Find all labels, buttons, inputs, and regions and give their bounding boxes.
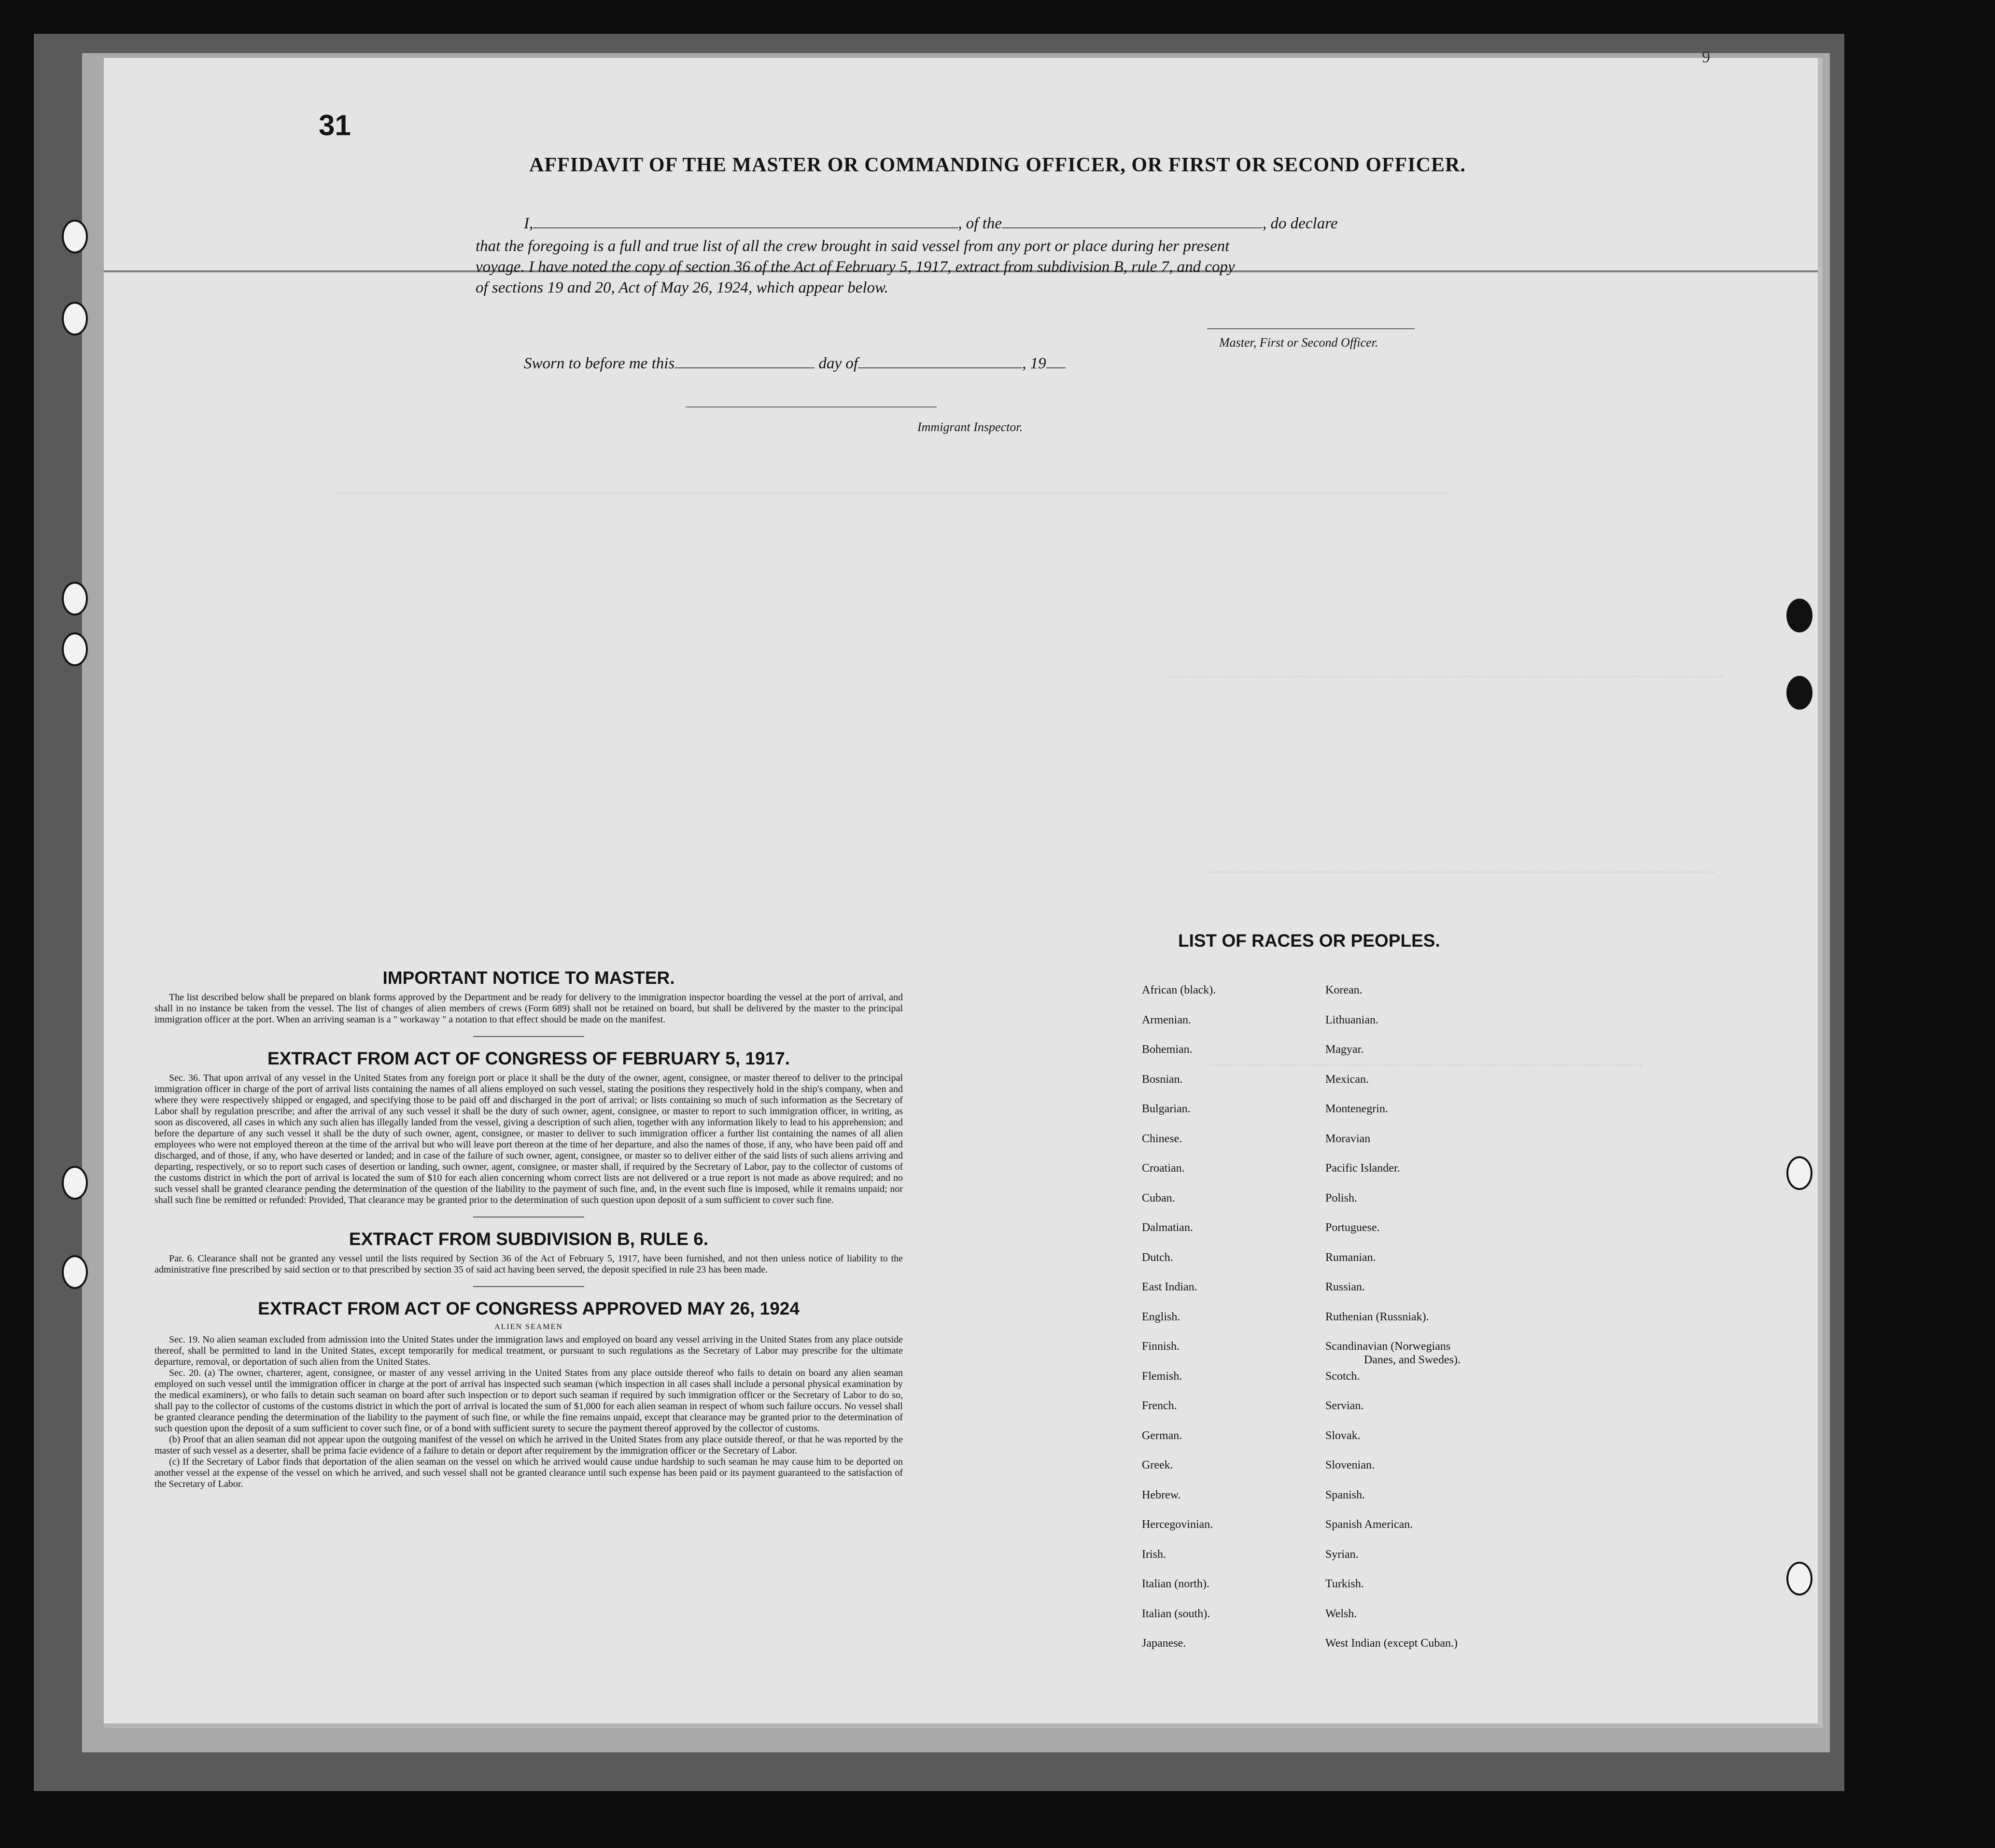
section-divider	[473, 1217, 584, 1218]
race-item: Spanish American.	[1325, 1518, 1413, 1531]
race-item: Scotch.	[1325, 1370, 1360, 1383]
race-item: Irish.	[1142, 1548, 1166, 1561]
race-item: Flemish.	[1142, 1370, 1182, 1383]
race-item: Slovenian.	[1325, 1459, 1375, 1471]
affidavit-line-2: that the foregoing is a full and true list of all the crew brought in said vessel from any port or place during her present	[476, 238, 1230, 255]
race-item: Ruthenian (Russniak).	[1325, 1311, 1429, 1323]
notice-text	[155, 992, 903, 1025]
sworn-day-field[interactable]	[674, 367, 815, 368]
binder-hole-left	[62, 632, 88, 666]
race-item: Mexican.	[1325, 1073, 1369, 1086]
races-list-title: LIST OF RACES OR PEOPLES.	[1178, 931, 1440, 951]
race-item: Scandinavian (Norwegians	[1325, 1340, 1451, 1353]
race-item: Chinese.	[1142, 1133, 1182, 1145]
extract-rule6-paragraph: Par. 6. Clearance shall not be granted any vessel until the lists required by Section 36 of the Act of February 5, 1917, have been furnished, and not then unless notice of liability to the administrative fine prescribed by said section or to that prescribed by section 35 of said act having been served, the deposit specified in rule 23 has been made.	[155, 1253, 903, 1275]
sworn-year-field[interactable]	[1046, 367, 1066, 368]
vessel-name-field[interactable]	[1002, 227, 1263, 228]
race-item: Lithuanian.	[1325, 1014, 1378, 1026]
do-declare-label: , do declare	[1262, 215, 1338, 232]
notice-paragraph: The list described below shall be prepared on blank forms approved by the Department and be ready for delivery to the immigration inspector boarding the vessel at the port of arrival, and shall in no instance be taken from the vessel. The list of changes of alien members of crews (Form 689) shall not be retained on board, but shall be delivered by the master to the principal immigration officer at the port. When an arriving seaman is a " workaway " a notation to that effect should be made on the manifest.	[155, 992, 903, 1025]
affidavit-title: AFFIDAVIT OF THE MASTER OR COMMANDING OFFICER, OR FIRST OR SECOND OFFICER.	[529, 154, 1466, 176]
affidavit-line-1	[524, 215, 1337, 233]
day-of-label: day of	[818, 355, 858, 372]
section-20c-paragraph: (c) If the Secretary of Labor finds that deportation of the alien seaman on the vessel on which he arrived would cause undue hardship to such seaman he may cause him to be deported on another vessel at the expense of the vessel on which he arrived, and such vessel shall not be granted clearance until such expense has been paid or its payment guaranteed to the satisfaction of the Secretary of Labor.	[155, 1456, 903, 1489]
race-item: Cuban.	[1142, 1192, 1175, 1204]
race-item: Pacific Islander.	[1325, 1162, 1400, 1175]
of-the-label: , of the	[958, 215, 1002, 232]
race-item: French.	[1142, 1400, 1177, 1412]
race-item: Rumanian.	[1325, 1251, 1376, 1264]
race-item: Russian.	[1325, 1281, 1365, 1293]
race-item: Korean.	[1325, 984, 1363, 996]
race-item: East Indian.	[1142, 1281, 1197, 1293]
race-item: Hercegovinian.	[1142, 1518, 1213, 1531]
master-signature-line[interactable]	[1207, 327, 1415, 329]
race-item: Dalmatian.	[1142, 1221, 1193, 1234]
inspector-caption: Immigrant Inspector.	[917, 420, 1023, 434]
race-item: Italian (south).	[1142, 1608, 1210, 1620]
bleed-through-handwriting	[338, 492, 1448, 511]
sworn-line	[524, 355, 1066, 373]
declarant-prefix: I,	[524, 215, 534, 232]
race-item: Bosnian.	[1142, 1073, 1183, 1086]
section-20a-paragraph: Sec. 20. (a) The owner, charterer, agent, consignee, or master of any vessel arriving in the United States from any place outside thereof who fails to detain on board any alien seaman employed on such vessel until the immigration officer in charge at the port of arrival has inspected such seaman (which inspection in all cases shall include a personal physical examination by the medical examiners), or who fails to detain such seaman on board after such inspection or to deport such seaman if required by such immigration officer or the Secretary of Labor to do so, shall pay to the collector of customs of the customs district in which the port of arrival is located the sum of $1,000 for each alien seaman in respect of whom such failure occurs. No vessel shall be granted clearance pending the determination of the liability to the payment of such fine, or while the fine remains unpaid, except that clearance may be granted prior to the determination of such question upon the deposit of a sum sufficient to cover such fine, or of a bond with sufficient surety to secure the payment thereof approved by the collector of customs.	[155, 1368, 903, 1434]
extract-rule6-title: EXTRACT FROM SUBDIVISION B, RULE 6.	[349, 1229, 709, 1249]
sworn-label: Sworn to before me this	[524, 355, 675, 372]
race-item: West Indian (except Cuban.)	[1325, 1637, 1458, 1650]
race-item: Japanese.	[1142, 1637, 1186, 1650]
binder-hole-left	[62, 582, 88, 616]
binder-hole-left	[62, 220, 88, 253]
race-item: Finnish.	[1142, 1340, 1180, 1353]
section-19-paragraph: Sec. 19. No alien seaman excluded from admission into the United States under the immigration laws and employed on board any vessel arriving in the United States from any place outside thereof, shall be permitted to land in the United States, except temporarily for medical treatment, or pursuant to such regulations as the Secretary of Labor may prescribe for the ultimate departure, removal, or deportation of such alien from the United States.	[155, 1334, 903, 1367]
extract-1924-subtitle: ALIEN SEAMEN	[494, 1323, 563, 1331]
race-item: Turkish.	[1325, 1578, 1364, 1590]
page-number: 9	[1702, 48, 1710, 66]
race-item: Greek.	[1142, 1459, 1173, 1471]
race-item: Portuguese.	[1325, 1221, 1380, 1234]
race-item: Armenian.	[1142, 1014, 1191, 1026]
race-item: Syrian.	[1325, 1548, 1359, 1561]
binder-hole-left	[62, 1166, 88, 1200]
race-item: African (black).	[1142, 984, 1216, 996]
section-20b-paragraph: (b) Proof that an alien seaman did not appear upon the outgoing manifest of the vessel on which he arrived in the United States from any place outside thereof, or that he was reported by the master of such vessel as a deserter, shall be prima facie evidence of a failure to detain or deport after requirement by the immigration officer or the Secretary of Labor.	[155, 1434, 903, 1456]
race-item: Montenegrin.	[1325, 1103, 1388, 1115]
race-item: Bohemian.	[1142, 1043, 1193, 1056]
binder-hole-right	[1786, 676, 1812, 710]
race-item: Hebrew.	[1142, 1489, 1181, 1501]
race-item: Spanish.	[1325, 1489, 1365, 1501]
bleed-through-handwriting	[1207, 871, 1714, 887]
race-item: Welsh.	[1325, 1608, 1357, 1620]
binder-hole-left	[62, 302, 88, 336]
bleed-through-handwriting	[1207, 1064, 1642, 1080]
extract-1917-text	[155, 1073, 903, 1206]
race-item: Italian (north).	[1142, 1578, 1209, 1590]
race-item: Magyar.	[1325, 1043, 1364, 1056]
year-prefix: , 19	[1022, 355, 1046, 372]
race-item: German.	[1142, 1429, 1182, 1442]
inspector-signature-line[interactable]	[686, 406, 937, 407]
affidavit-line-3: voyage. I have noted the copy of section 36 of the Act of February 5, 1917, extract from subdivision B, rule 7, and copy	[476, 258, 1235, 276]
affidavit-line-4: of sections 19 and 20, Act of May 26, 1924, which appear below.	[476, 279, 888, 296]
binder-hole-left	[62, 1255, 88, 1289]
binder-hole-right	[1786, 1562, 1812, 1596]
bleed-through-handwriting	[1168, 676, 1724, 692]
extract-1924-title: EXTRACT FROM ACT OF CONGRESS APPROVED MAY 26, 1924	[258, 1299, 800, 1318]
notices-column	[155, 968, 903, 1490]
stamped-number: 31	[319, 109, 351, 141]
extract-1917-paragraph: Sec. 36. That upon arrival of any vessel in the United States from any foreign port or place it shall be the duty of the owner, agent, consignee, or master thereof to deliver to the principal immigration officer in charge of the port of arrival lists containing the names of all aliens employed on such vessel, stating the positions they respectively hold in the ship's company, when and where they were respectively shipped or engaged, and specifying those to be paid off and discharged in the port of arrival; or lists containing so much of such information as the Secretary of Labor shall by regulation prescribe; and after the arrival of any such vessel it shall be the duty of such owner, agent, consignee, or master to report to such immigration officer, in writing, as soon as discovered, all cases in which any such alien has illegally landed from the vessel, giving a description of such alien, together with any information likely to lead to his apprehension; and before the departure of any such vessel it shall be the duty of such owner, agent, consignee, or master to deliver to such immigration officer a further list containing the names of all alien employees who were not employed thereon at the time of the arrival but who will leave port thereon at the time of her departure, and also the names of those, if any, who have been paid off and discharged, and of those, if any, who have deserted or landed; and in case of the failure of such owner, agent, consignee, or master so to deliver either of the said lists of such aliens arriving and departing, respectively, or so to report such cases of desertion or landing, such owner, agent, consignee, or master shall, if required by the Secretary of Labor, pay to the collector of customs of the customs district in which the port of arrival is located the sum of $10 for each alien concerning whom correct lists are not delivered or a true report is not made as above required; and no such vessel shall be granted clearance pending the determination of the question of the liability to the payment of such fine, and, in the event such fine is imposed, while it remains unpaid; nor shall such fine be remitted or refunded: Provided, That clearance may be granted prior to the determination of such question upon deposit of a sum sufficient to cover such fine.	[155, 1073, 903, 1205]
extract-1924-text	[155, 1334, 903, 1490]
extract-1917-title: EXTRACT FROM ACT OF CONGRESS OF FEBRUARY 5, 1917.	[267, 1049, 790, 1068]
race-item: Polish.	[1325, 1192, 1358, 1204]
race-item: Croatian.	[1142, 1162, 1185, 1175]
race-item: Bulgarian.	[1142, 1103, 1191, 1115]
race-item: English.	[1142, 1311, 1180, 1323]
section-divider	[473, 1286, 584, 1287]
binder-hole-right	[1786, 1156, 1812, 1190]
race-item: Dutch.	[1142, 1251, 1173, 1264]
extract-rule6-text	[155, 1253, 903, 1275]
race-item: Danes, and Swedes).	[1364, 1354, 1461, 1366]
race-item: Moravian	[1325, 1133, 1371, 1145]
sworn-month-field[interactable]	[858, 367, 1022, 368]
binder-hole-right	[1786, 599, 1812, 632]
declarant-name-field[interactable]	[533, 227, 958, 228]
race-item: Slovak.	[1325, 1429, 1361, 1442]
notice-title: IMPORTANT NOTICE TO MASTER.	[382, 968, 675, 988]
section-divider	[473, 1036, 584, 1037]
race-item: Servian.	[1325, 1400, 1364, 1412]
master-signature-caption: Master, First or Second Officer.	[1219, 336, 1378, 350]
